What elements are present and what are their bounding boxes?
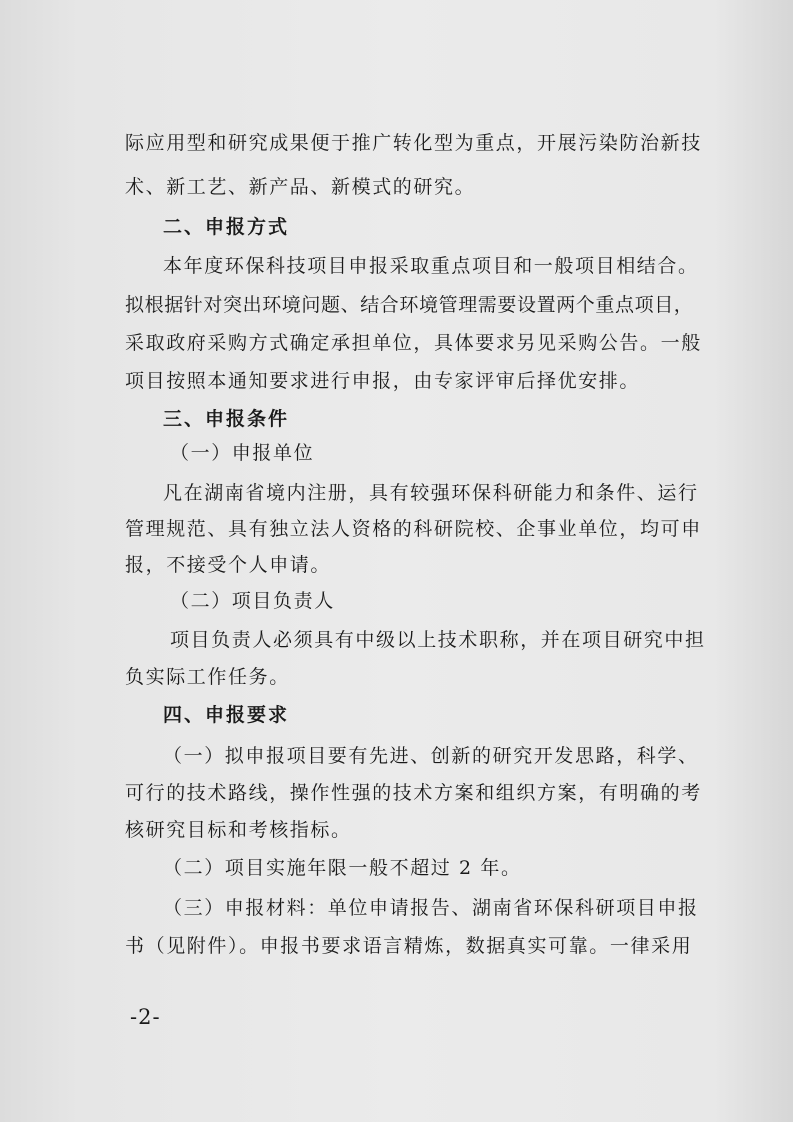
- body-text-line: 本年度环保科技项目申报采取重点项目和一般项目相结合。: [163, 255, 699, 277]
- body-text-line: （二）项目实施年限一般不超过 2 年。: [163, 857, 522, 879]
- body-text-line: 项目负责人必须具有中级以上技术职称，并在项目研究中担: [170, 629, 706, 651]
- body-text-line: 核研究目标和考核指标。: [125, 819, 352, 841]
- body-text-line: 采取政府采购方式确定承担单位，具体要求另见采购公告。一般: [125, 332, 702, 354]
- body-text-line: 负实际工作任务。: [125, 666, 290, 688]
- body-text-line: 项目按照本通知要求进行申报，由专家评审后择优安排。: [125, 370, 641, 392]
- body-text-line: 术、新工艺、新产品、新模式的研究。: [125, 176, 476, 198]
- section-heading: 二、申报方式: [163, 216, 290, 238]
- body-text-line: 报，不接受个人申请。: [125, 554, 332, 576]
- body-text-line: 凡在湖南省境内注册，具有较强环保科研能力和条件、运行: [163, 482, 699, 504]
- body-text-line: （一）拟申报项目要有先进、创新的研究开发思路，科学、: [163, 745, 699, 767]
- body-text-line: 书（见附件）。申报书要求语言精炼，数据真实可靠。一律采用: [125, 935, 693, 957]
- section-heading: 三、申报条件: [163, 408, 290, 430]
- body-text-line: 可行的技术路线，操作性强的技术方案和组织方案，有明确的考: [125, 782, 702, 804]
- page-number: -2-: [130, 1005, 161, 1029]
- body-text-line: 际应用型和研究成果便于推广转化型为重点，开展污染防治新技: [125, 132, 702, 154]
- body-text-line: 管理规范、具有独立法人资格的科研院校、企事业单位，均可申: [125, 518, 702, 540]
- subsection-heading: （二）项目负责人: [170, 590, 335, 612]
- body-text-line: 拟根据针对突出环境问题、结合环境管理需要设置两个重点项目，: [125, 294, 694, 316]
- subsection-heading: （一）申报单位: [170, 442, 315, 464]
- body-text-line: （三）申报材料：单位申请报告、湖南省环保科研项目申报: [163, 897, 699, 919]
- section-heading: 四、申报要求: [163, 704, 290, 726]
